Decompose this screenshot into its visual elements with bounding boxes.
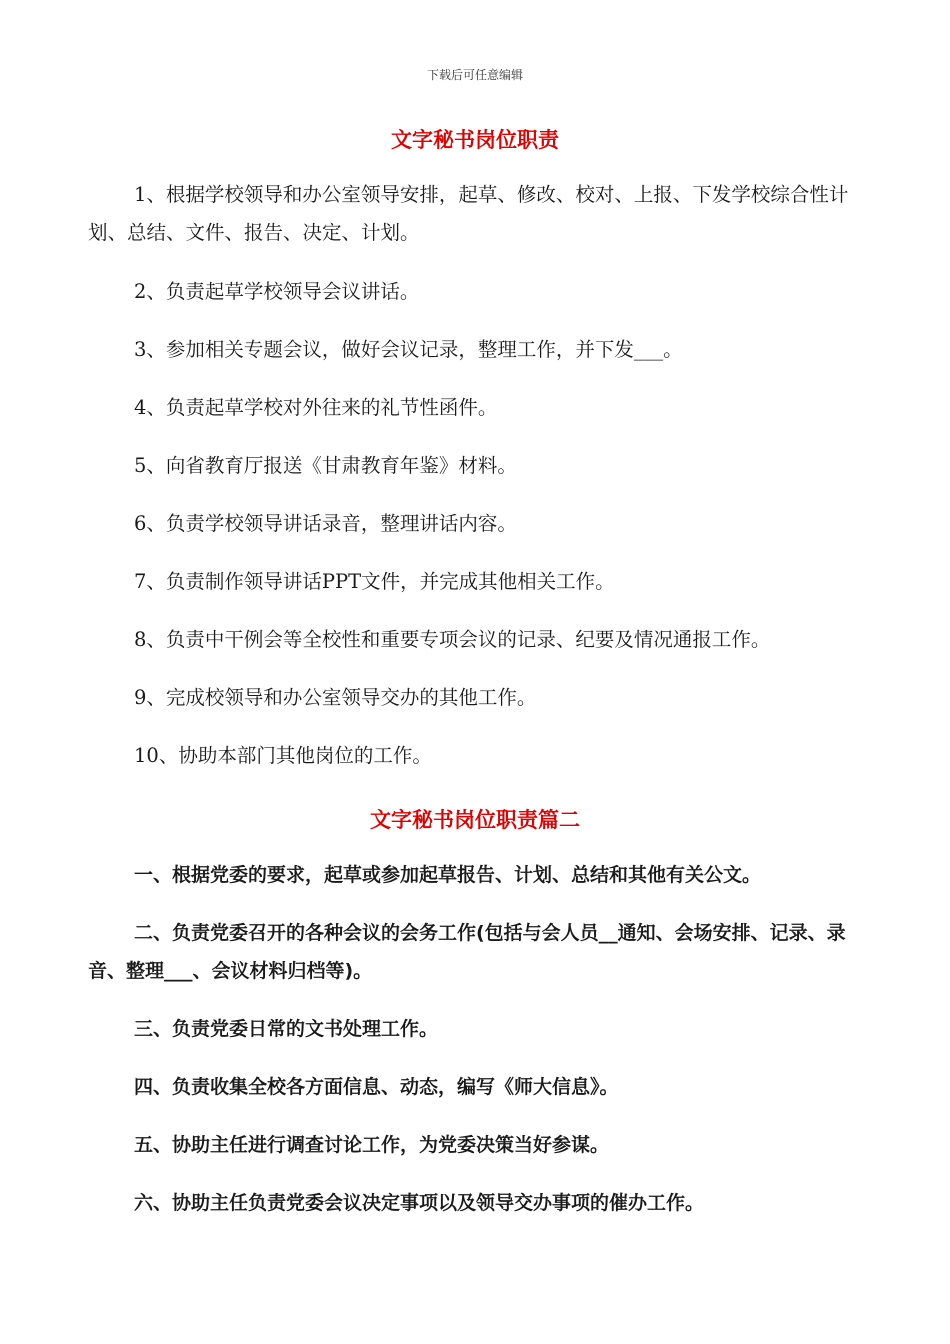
section-2-item-6: 六、协助主任负责党委会议决定事项以及领导交办事项的催办工作。 (134, 1192, 705, 1214)
section-1-item-4: 4、负责起草学校对外往来的礼节性函件。 (134, 396, 498, 419)
header-note: 下载后可任意编辑 (426, 68, 523, 82)
section-1-title: 文字秘书岗位职责 (391, 128, 559, 152)
section-2-item-5: 五、协助主任进行调查讨论工作，为党委决策当好参谋。 (134, 1134, 610, 1156)
section-2-item-4: 四、负责收集全校各方面信息、动态，编写《师大信息》。 (134, 1076, 619, 1098)
section-1-item-6: 6、负责学校领导讲话录音，整理讲话内容。 (134, 512, 517, 535)
section-2-item-2: 二、负责党委召开的各种会议的会务工作(包括与会人员__通知、会场安排、记录、录音、整理___、会议材料归档等)。 (88, 922, 846, 982)
section-1-item-3: 3、参加相关专题会议，做好会议记录，整理工作，并下发___。 (134, 338, 683, 361)
section-1-item-5: 5、向省教育厅报送《甘肃教育年鉴》材料。 (134, 454, 517, 477)
section-1-item-1: 1、根据学校领导和办公室领导安排，起草、修改、校对、上报、下发学校综合性计划、总结、文件、报告、决定、计划。 (88, 183, 849, 244)
section-2-item-3: 三、负责党委日常的文书处理工作。 (134, 1018, 439, 1040)
section-1-item-9: 9、完成校领导和办公室领导交办的其他工作。 (134, 686, 537, 709)
section-1-item-7: 7、负责制作领导讲话PPT文件，并完成其他相关工作。 (134, 570, 615, 593)
section-1-item-8: 8、负责中干例会等全校性和重要专项会议的记录、纪要及情况通报工作。 (134, 628, 771, 651)
section-2-title: 文字秘书岗位职责篇二 (370, 808, 580, 832)
section-2-item-1: 一、根据党委的要求，起草或参加起草报告、计划、总结和其他有关公文。 (134, 864, 762, 886)
section-1-item-2: 2、负责起草学校领导会议讲话。 (134, 280, 420, 303)
section-1-item-10: 10、协助本部门其他岗位的工作。 (134, 744, 432, 767)
